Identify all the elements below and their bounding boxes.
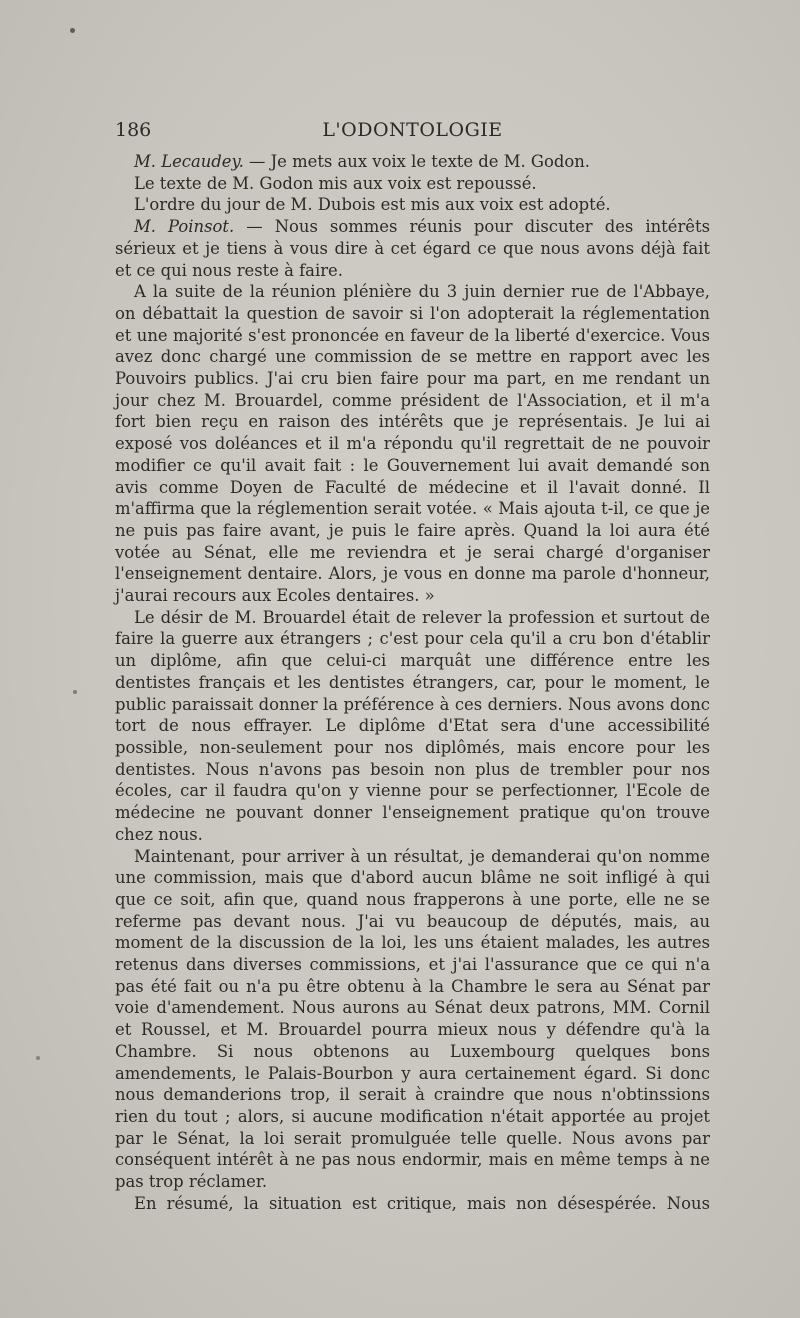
paragraph bbox=[115, 216, 710, 281]
speaker-name: M. Poinsot. bbox=[134, 217, 235, 237]
ink-speck bbox=[70, 28, 75, 33]
paragraph-text: A la suite de la réunion plénière du 3 juin dernier rue de l'Abbaye, on débattait la question de savoir si l'on adopterait la réglementation et une majorité s'est prononcée en faveur de la liberté d'exercice. Vous avez donc chargé une commission de se mettre en rapport avec les Pouvoirs publics. J'ai cru bien faire pour ma part, en me rendant un jour chez M. Brouardel, comme président de l'Association, et il m'a fort bien reçu en raison des intérêts que je représentais. Je lui ai exposé vos doléances et il m'a répondu qu'il regrettait de ne pouvoir modifier ce qu'il avait fait : le Gouvernement lui avait demandé son avis comme Doyen de Faculté de médecine et il l'avait donné. Il m'affirma que la réglemention serait votée. « Mais ajouta t-il, ce que je ne puis pas faire avant, je puis le faire après. Quand la loi aura été votée au Sénat, elle me reviendra et je serai chargé d'organiser l'enseignement dentaire. Alors, je vous en donne ma parole d'honneur, j'aurai recours aux Ecoles dentaires. » bbox=[115, 282, 710, 606]
paragraph bbox=[115, 151, 710, 173]
paragraph bbox=[115, 194, 710, 216]
running-title: L'ODONTOLOGIE bbox=[322, 119, 503, 141]
paragraph-text: Le texte de M. Godon mis aux voix est repoussé. bbox=[134, 173, 537, 193]
paragraph bbox=[115, 173, 710, 195]
speaker-name: M. Lecaudey. bbox=[134, 152, 244, 171]
paragraph bbox=[115, 607, 710, 846]
paragraph-text: Maintenant, pour arriver à un résultat, je demanderai qu'on nomme une commission, mais que d'abord aucun blâme ne soit infligé à qui que ce soit, afin que, quand nous frapperons à une porte, elle ne se referme pas devant nous. J'ai vu beaucoup de députés, mais, au moment de la discussion de la loi, les uns étaient malades, les autres retenus dans diverses commissions, et j'ai l'assurance que ce qui n'a pas été fait ou n'a pu être obtenu à la Chambre le sera au Sénat par voie d'amendement. Nous aurons au Sénat deux patrons, MM. Cornil et Roussel, et M. Brouardel pourra mieux nous y défendre qu'à la Chambre. Si nous obtenons au Luxembourg quelques bons amendements, le Palais-Bourbon y aura certainement égard. Si donc nous demanderions trop, il serait à craindre que nous n'obtinssions rien du tout ; alors, si aucune modification n'était apportée au projet par le Sénat, la loi serait promulguée telle quelle. Nous avons par conséquent intérêt à ne pas nous endormir, mais en même temps à ne pas trop réclamer. bbox=[115, 846, 710, 1192]
paragraph-text: — Nous sommes réunis pour discuter des intérêts sérieux et je tiens à vous dire à cet égard ce que nous avons déjà fait et ce qui nous reste à faire. bbox=[115, 217, 710, 280]
page-number: 186 bbox=[115, 119, 152, 141]
paragraph bbox=[115, 846, 710, 1193]
paragraph-text: — Je mets aux voix le texte de M. Godon. bbox=[243, 152, 591, 171]
body-text bbox=[115, 151, 710, 1214]
paragraph-text: En résumé, la situation est critique, mais non désespérée. Nous bbox=[134, 1193, 710, 1213]
ink-speck bbox=[36, 1056, 40, 1060]
paragraph-text: Le désir de M. Brouardel était de relever la profession et surtout de faire la guerre aux étrangers ; c'est pour cela qu'il a cru bon d'établir un diplôme, afin que celui-ci marquât une différence entre les dentistes français et les dentistes étrangers, car, pour le moment, le public paraissait donner la préférence à ces derniers. Nous avons donc tort de nous effrayer. Le diplôme d'Etat sera d'une accessibilité possible, non-seulement pour nos diplômés, mais encore pour les dentistes. Nous n'avons pas besoin non plus de trembler pour nos écoles, car il faudra qu'on y vienne pour se perfectionner, l'Ecole de médecine ne pouvant donner l'enseignement pratique qu'on trouve chez nous. bbox=[115, 607, 710, 844]
paragraph bbox=[115, 281, 710, 607]
paragraph bbox=[115, 1193, 710, 1215]
running-head bbox=[115, 117, 710, 143]
paragraph-text: L'ordre du jour de M. Dubois est mis aux voix est adopté. bbox=[134, 195, 611, 215]
ink-speck bbox=[73, 690, 77, 694]
